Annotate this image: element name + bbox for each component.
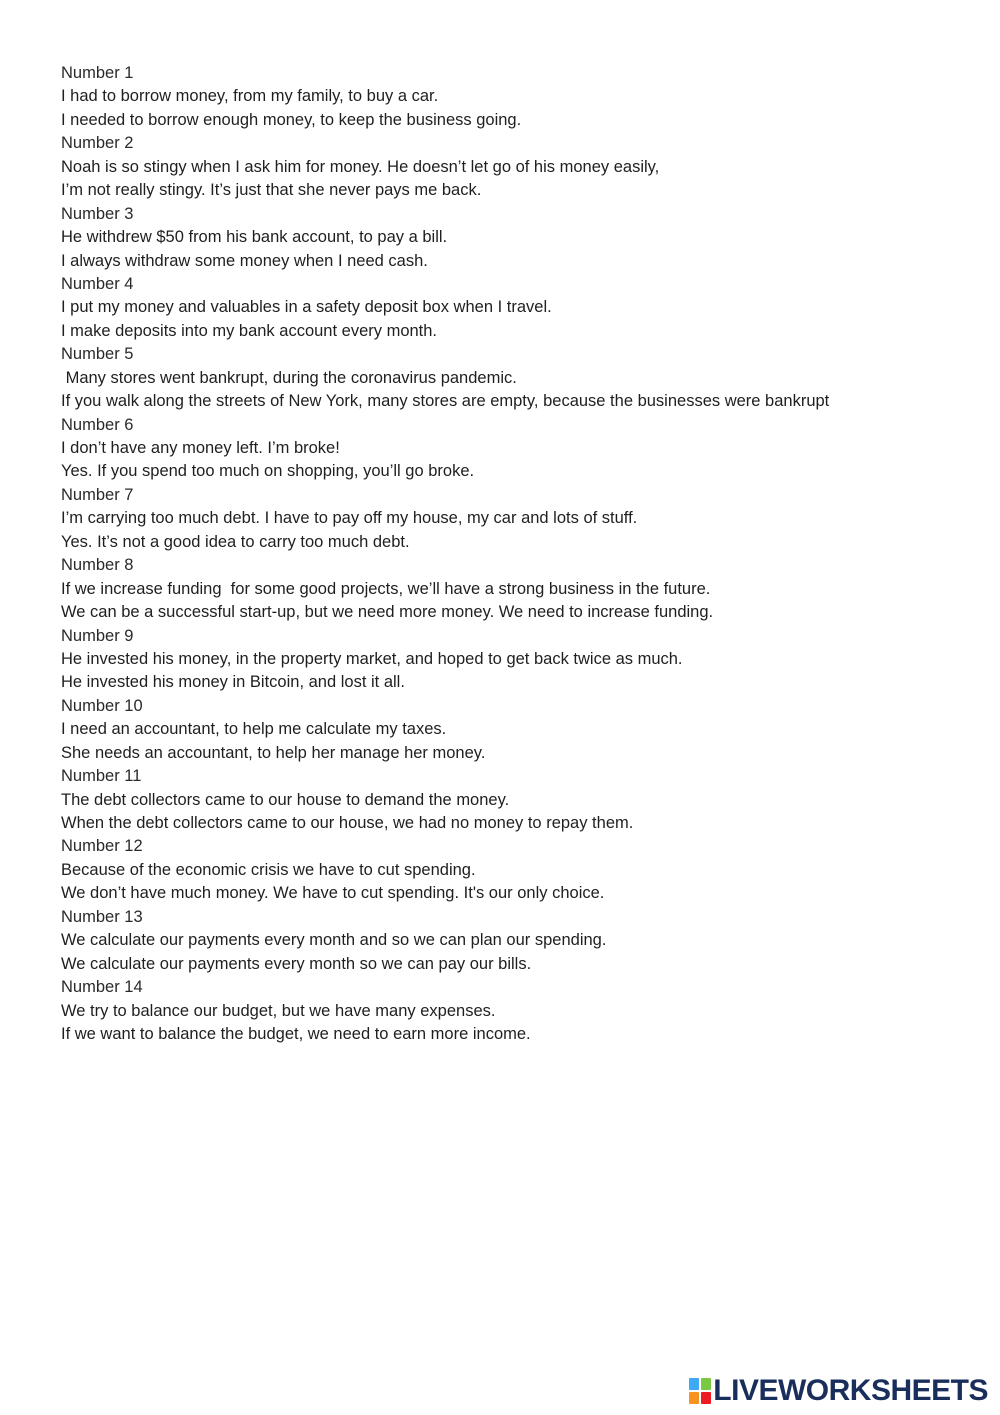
sentence: If we increase funding for some good projects, we’ll have a strong business in the future. bbox=[61, 579, 711, 598]
sentence: I put my money and valuables in a safety deposit box when I travel. bbox=[61, 298, 552, 317]
item-heading: Number 2 bbox=[61, 134, 134, 153]
sentence: We calculate our payments every month and so we can plan our spending. bbox=[61, 931, 607, 950]
item-heading: Number 9 bbox=[61, 626, 134, 645]
sentence: We try to balance our budget, but we have many expenses. bbox=[61, 1001, 496, 1020]
sentence: He invested his money, in the property market, and hoped to get back twice as much. bbox=[61, 649, 683, 668]
sentence: I’m carrying too much debt. I have to pay off my house, my car and lots of stuff. bbox=[61, 509, 638, 528]
sentence: Noah is so stingy when I ask him for money. He doesn’t let go of his money easily, bbox=[61, 157, 660, 176]
sentence: I need an accountant, to help me calculate my taxes. bbox=[61, 720, 447, 739]
logo-block-orange bbox=[689, 1392, 699, 1404]
item-block bbox=[61, 976, 961, 1046]
item-block bbox=[61, 695, 961, 765]
item-block bbox=[61, 906, 961, 976]
sentence: She needs an accountant, to help her manage her money. bbox=[61, 743, 486, 762]
item-heading: Number 13 bbox=[61, 907, 143, 926]
sentence: I always withdraw some money when I need cash. bbox=[61, 251, 428, 270]
item-block bbox=[61, 273, 961, 343]
sentence: I had to borrow money, from my family, to buy a car. bbox=[61, 87, 439, 106]
sentence: We don’t have much money. We have to cut spending. It's our only choice. bbox=[61, 884, 605, 903]
sentence: I make deposits into my bank account every month. bbox=[61, 321, 438, 340]
worksheet-content bbox=[61, 62, 961, 1046]
item-block bbox=[61, 132, 961, 202]
logo-block-blue bbox=[689, 1378, 699, 1390]
item-heading: Number 8 bbox=[61, 556, 134, 575]
logo-blocks-icon bbox=[689, 1378, 711, 1404]
item-heading: Number 4 bbox=[61, 274, 134, 293]
liveworksheets-logo bbox=[689, 1373, 988, 1409]
item-block bbox=[61, 343, 961, 413]
item-heading: Number 7 bbox=[61, 485, 134, 504]
item-block bbox=[61, 484, 961, 554]
logo-text: LIVEWORKSHEETS bbox=[713, 1374, 988, 1407]
item-heading: Number 6 bbox=[61, 415, 134, 434]
item-heading: Number 5 bbox=[61, 345, 134, 364]
item-heading: Number 10 bbox=[61, 696, 143, 715]
sentence: I’m not really stingy. It’s just that she never pays me back. bbox=[61, 181, 482, 200]
item-block bbox=[61, 625, 961, 695]
sentence: When the debt collectors came to our house, we had no money to repay them. bbox=[61, 814, 634, 832]
item-heading: Number 3 bbox=[61, 204, 134, 223]
item-heading: Number 14 bbox=[61, 978, 143, 997]
sentence: He withdrew $50 from his bank account, to pay a bill. bbox=[61, 228, 448, 247]
item-block bbox=[61, 203, 961, 273]
item-block bbox=[61, 62, 961, 132]
item-block bbox=[61, 835, 961, 905]
item-heading: Number 11 bbox=[61, 767, 142, 786]
sentence: The debt collectors came to our house to demand the money. bbox=[61, 790, 510, 809]
sentence: Yes. It’s not a good idea to carry too much debt. bbox=[61, 532, 410, 551]
sentence: I needed to borrow enough money, to keep the business going. bbox=[61, 110, 522, 129]
sentence: He invested his money in Bitcoin, and lost it all. bbox=[61, 673, 405, 692]
sentence: If you walk along the streets of New York, many stores are empty, because the businesses were bankrupt bbox=[61, 392, 830, 411]
sentence: Yes. If you spend too much on shopping, you’ll go broke. bbox=[61, 462, 475, 481]
item-block bbox=[61, 554, 961, 624]
logo-block-green bbox=[701, 1378, 711, 1390]
sentence: If we want to balance the budget, we need to earn more income. bbox=[61, 1024, 531, 1043]
item-heading: Number 1 bbox=[61, 64, 134, 82]
sentence: We can be a successful start-up, but we need more money. We need to increase funding. bbox=[61, 603, 714, 622]
logo-block-red bbox=[701, 1392, 711, 1404]
sentence: We calculate our payments every month so we can pay our bills. bbox=[61, 954, 532, 973]
item-block bbox=[61, 765, 961, 835]
sentence: Many stores went bankrupt, during the coronavirus pandemic. bbox=[61, 368, 517, 387]
sentence: Because of the economic crisis we have to cut spending. bbox=[61, 860, 476, 879]
sentence: I don’t have any money left. I’m broke! bbox=[61, 439, 340, 457]
item-block bbox=[61, 414, 961, 484]
item-heading: Number 12 bbox=[61, 837, 143, 856]
